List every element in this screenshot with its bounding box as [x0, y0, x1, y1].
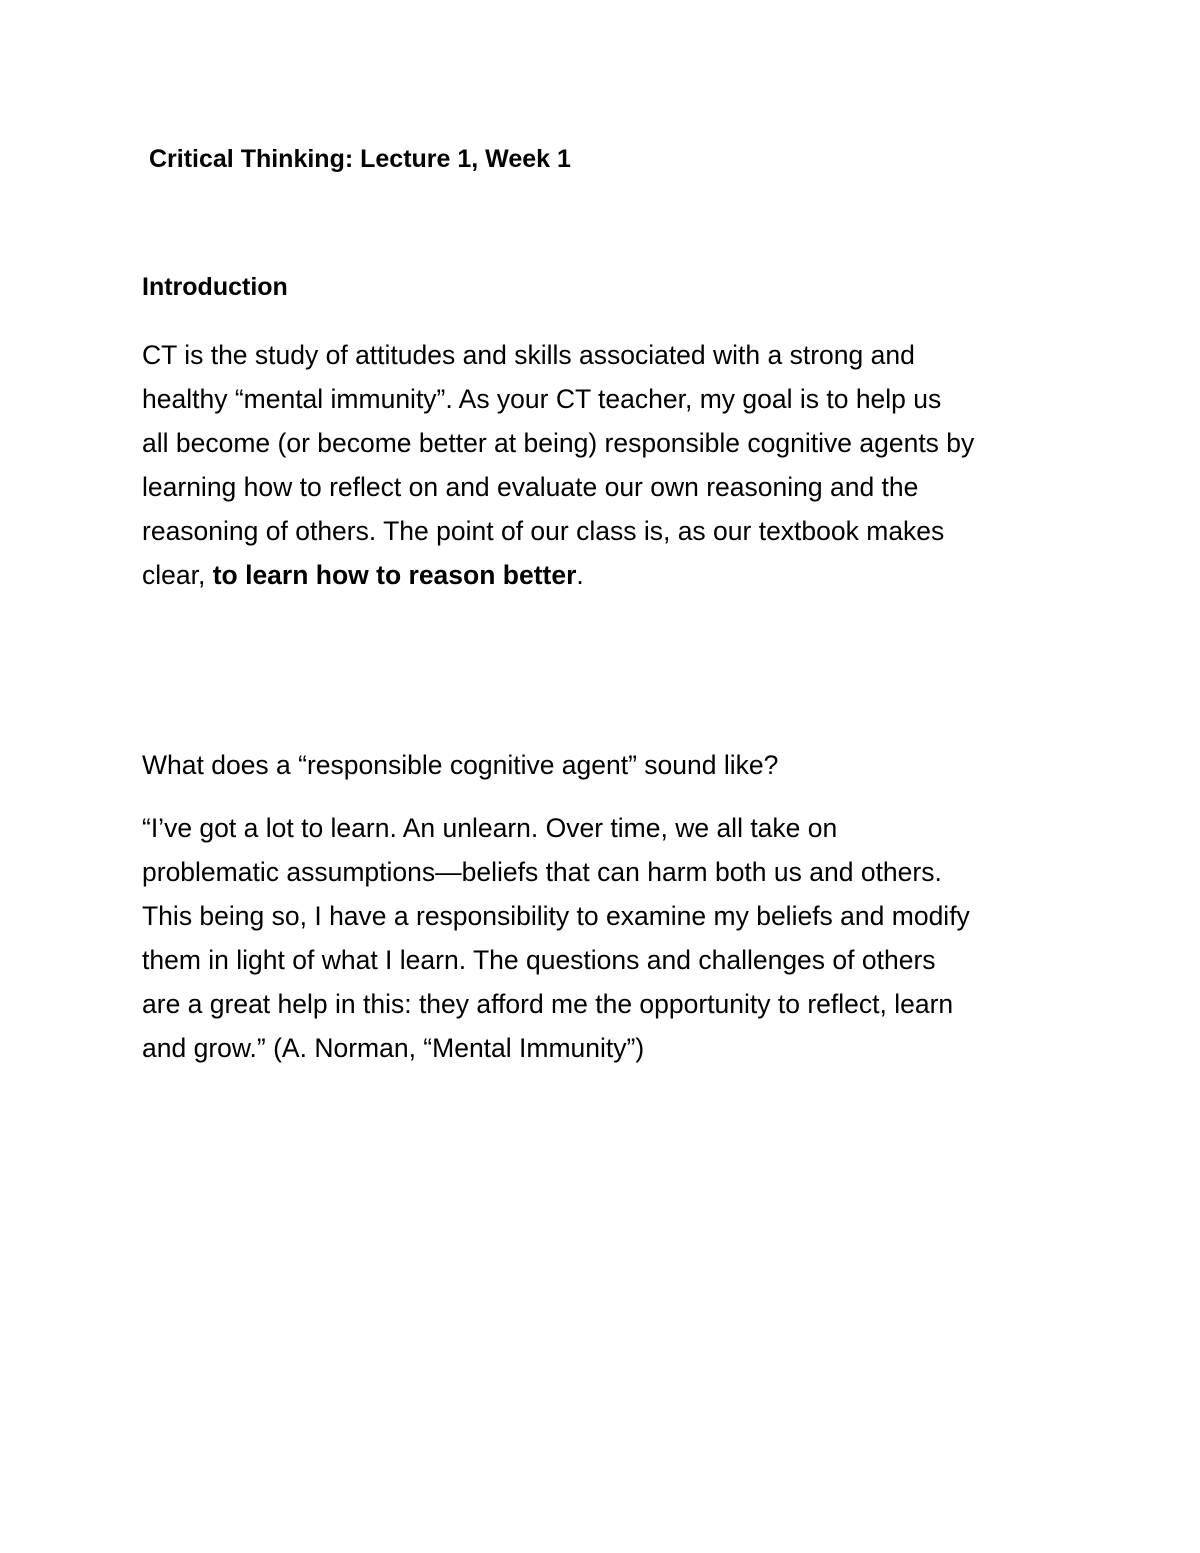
intro-line: all become (or become better at being) responsible cognitive agents by	[142, 428, 975, 458]
section-heading: Introduction	[142, 273, 288, 301]
intro-line-last	[142, 553, 1082, 597]
quote-line: “I’ve got a lot to learn. An unlearn. Over time, we all take on	[142, 813, 838, 843]
intro-last-prefix: clear,	[142, 560, 213, 590]
quote-line: problematic assumptions—beliefs that can harm both us and others.	[142, 857, 942, 887]
quote-line: and grow.” (A. Norman, “Mental Immunity”)	[142, 1033, 645, 1063]
intro-line: reasoning of others. The point of our class is, as our textbook makes	[142, 516, 945, 546]
question-line: What does a “responsible cognitive agent” sound like?	[142, 750, 779, 780]
intro-last-suffix: .	[576, 560, 584, 590]
intro-line: healthy “mental immunity”. As your CT teacher, my goal is to help us	[142, 384, 942, 414]
quote-paragraph	[142, 806, 1082, 1070]
quote-line: This being so, I have a responsibility to examine my beliefs and modify	[142, 901, 970, 931]
intro-emphasis: to learn how to reason better	[212, 560, 577, 590]
intro-line: learning how to reflect on and evaluate our own reasoning and the	[142, 472, 919, 502]
document-title: Critical Thinking: Lecture 1, Week 1	[149, 145, 571, 173]
intro-line: CT is the study of attitudes and skills associated with a strong and	[142, 340, 915, 370]
intro-paragraph	[142, 333, 1082, 597]
quote-line: are a great help in this: they afford me the opportunity to reflect, learn	[142, 989, 954, 1019]
quote-line: them in light of what I learn. The questions and challenges of others	[142, 945, 936, 975]
